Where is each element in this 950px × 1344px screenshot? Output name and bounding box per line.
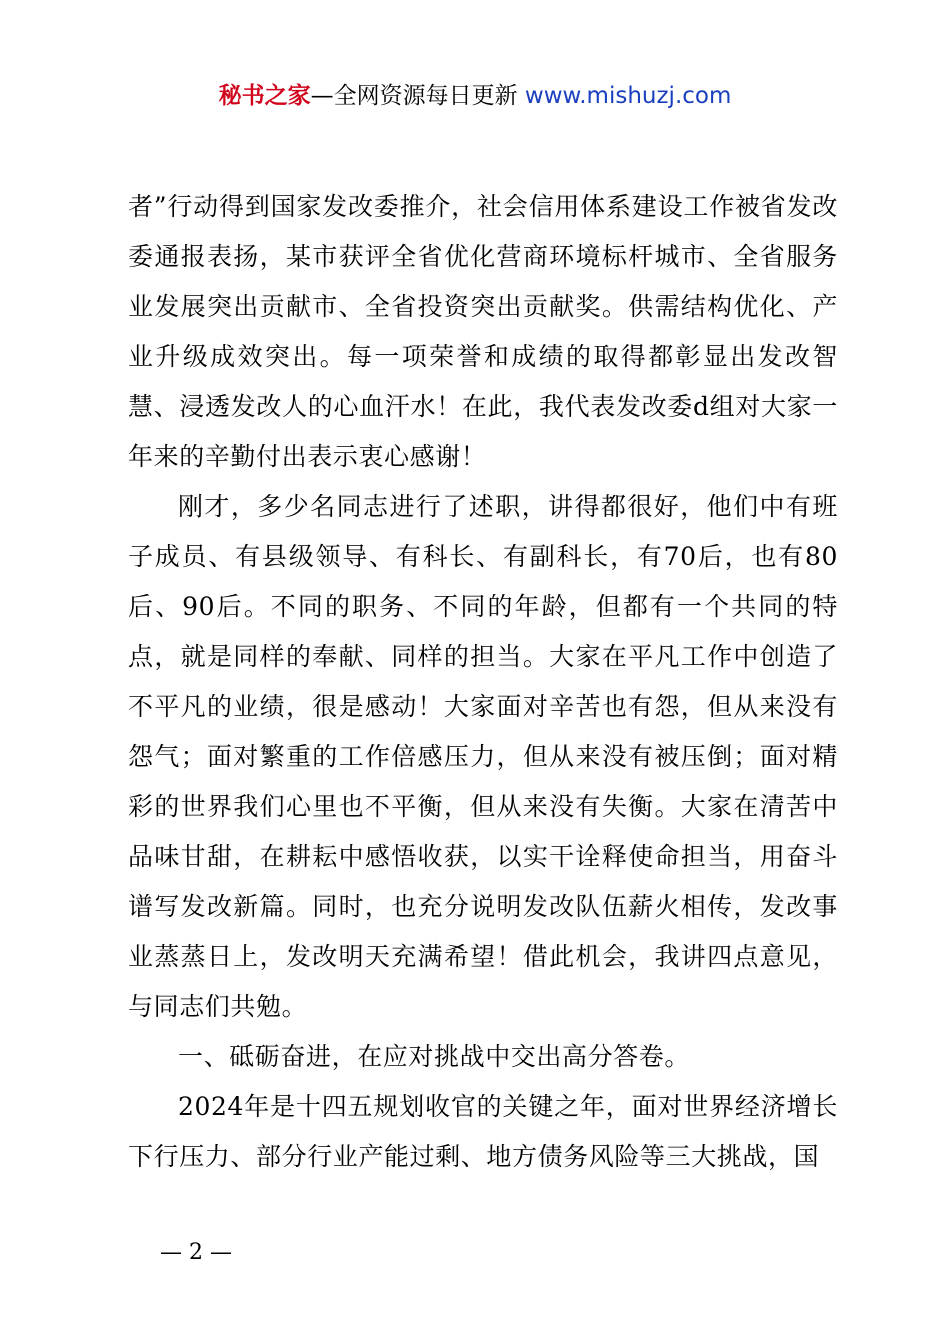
brand-name: 秘书之家 xyxy=(218,83,311,109)
paragraph: 2024年是十四五规划收官的关键之年，面对世界经济增长下行压力、部分行业产能过剩、地方债务风险等三大挑战，国 xyxy=(128,1092,838,1171)
header-tagline: —全网资源每日更新 xyxy=(310,83,525,109)
header-url-link[interactable]: www.mishuzj.com xyxy=(524,83,732,109)
site-header xyxy=(0,80,950,112)
document-body xyxy=(128,182,838,1182)
section-heading: 一、砥砺奋进，在应对挑战中交出高分答卷。 xyxy=(178,1042,691,1071)
paragraph: 者”行动得到国家发改委推介，社会信用体系建设工作被省发改委通报表扬，某市获评全省优化营商环境标杆城市、全省服务业发展突出贡献市、全省投资突出贡献奖。供需结构优化、产业升级成效突出。每一项荣誉和成绩的取得都彰显出发改智慧、浸透发改人的心血汗水！在此，我代表发改委d组对大家一年来的辛勤付出表示衷心感谢！ xyxy=(128,192,838,471)
page-number: — 2 — xyxy=(160,1240,232,1265)
paragraph: 刚才，多少名同志进行了述职，讲得都很好，他们中有班子成员、有县级领导、有科长、有副科长，有70后，也有80后、90后。不同的职务、不同的年龄，但都有一个共同的特点，就是同样的奉献、同样的担当。大家在平凡工作中创造了不平凡的业绩，很是感动！大家面对辛苦也有怨，但从来没有怨气；面对繁重的工作倍感压力，但从来没有被压倒；面对精彩的世界我们心里也不平衡，但从来没有失衡。大家在清苦中品味甘甜，在耕耘中感悟收获，以实干诠释使命担当，用奋斗谱写发改新篇。同时，也充分说明发改队伍薪火相传，发改事业蒸蒸日上，发改明天充满希望！借此机会，我讲四点意见，与同志们共勉。 xyxy=(128,492,838,1021)
